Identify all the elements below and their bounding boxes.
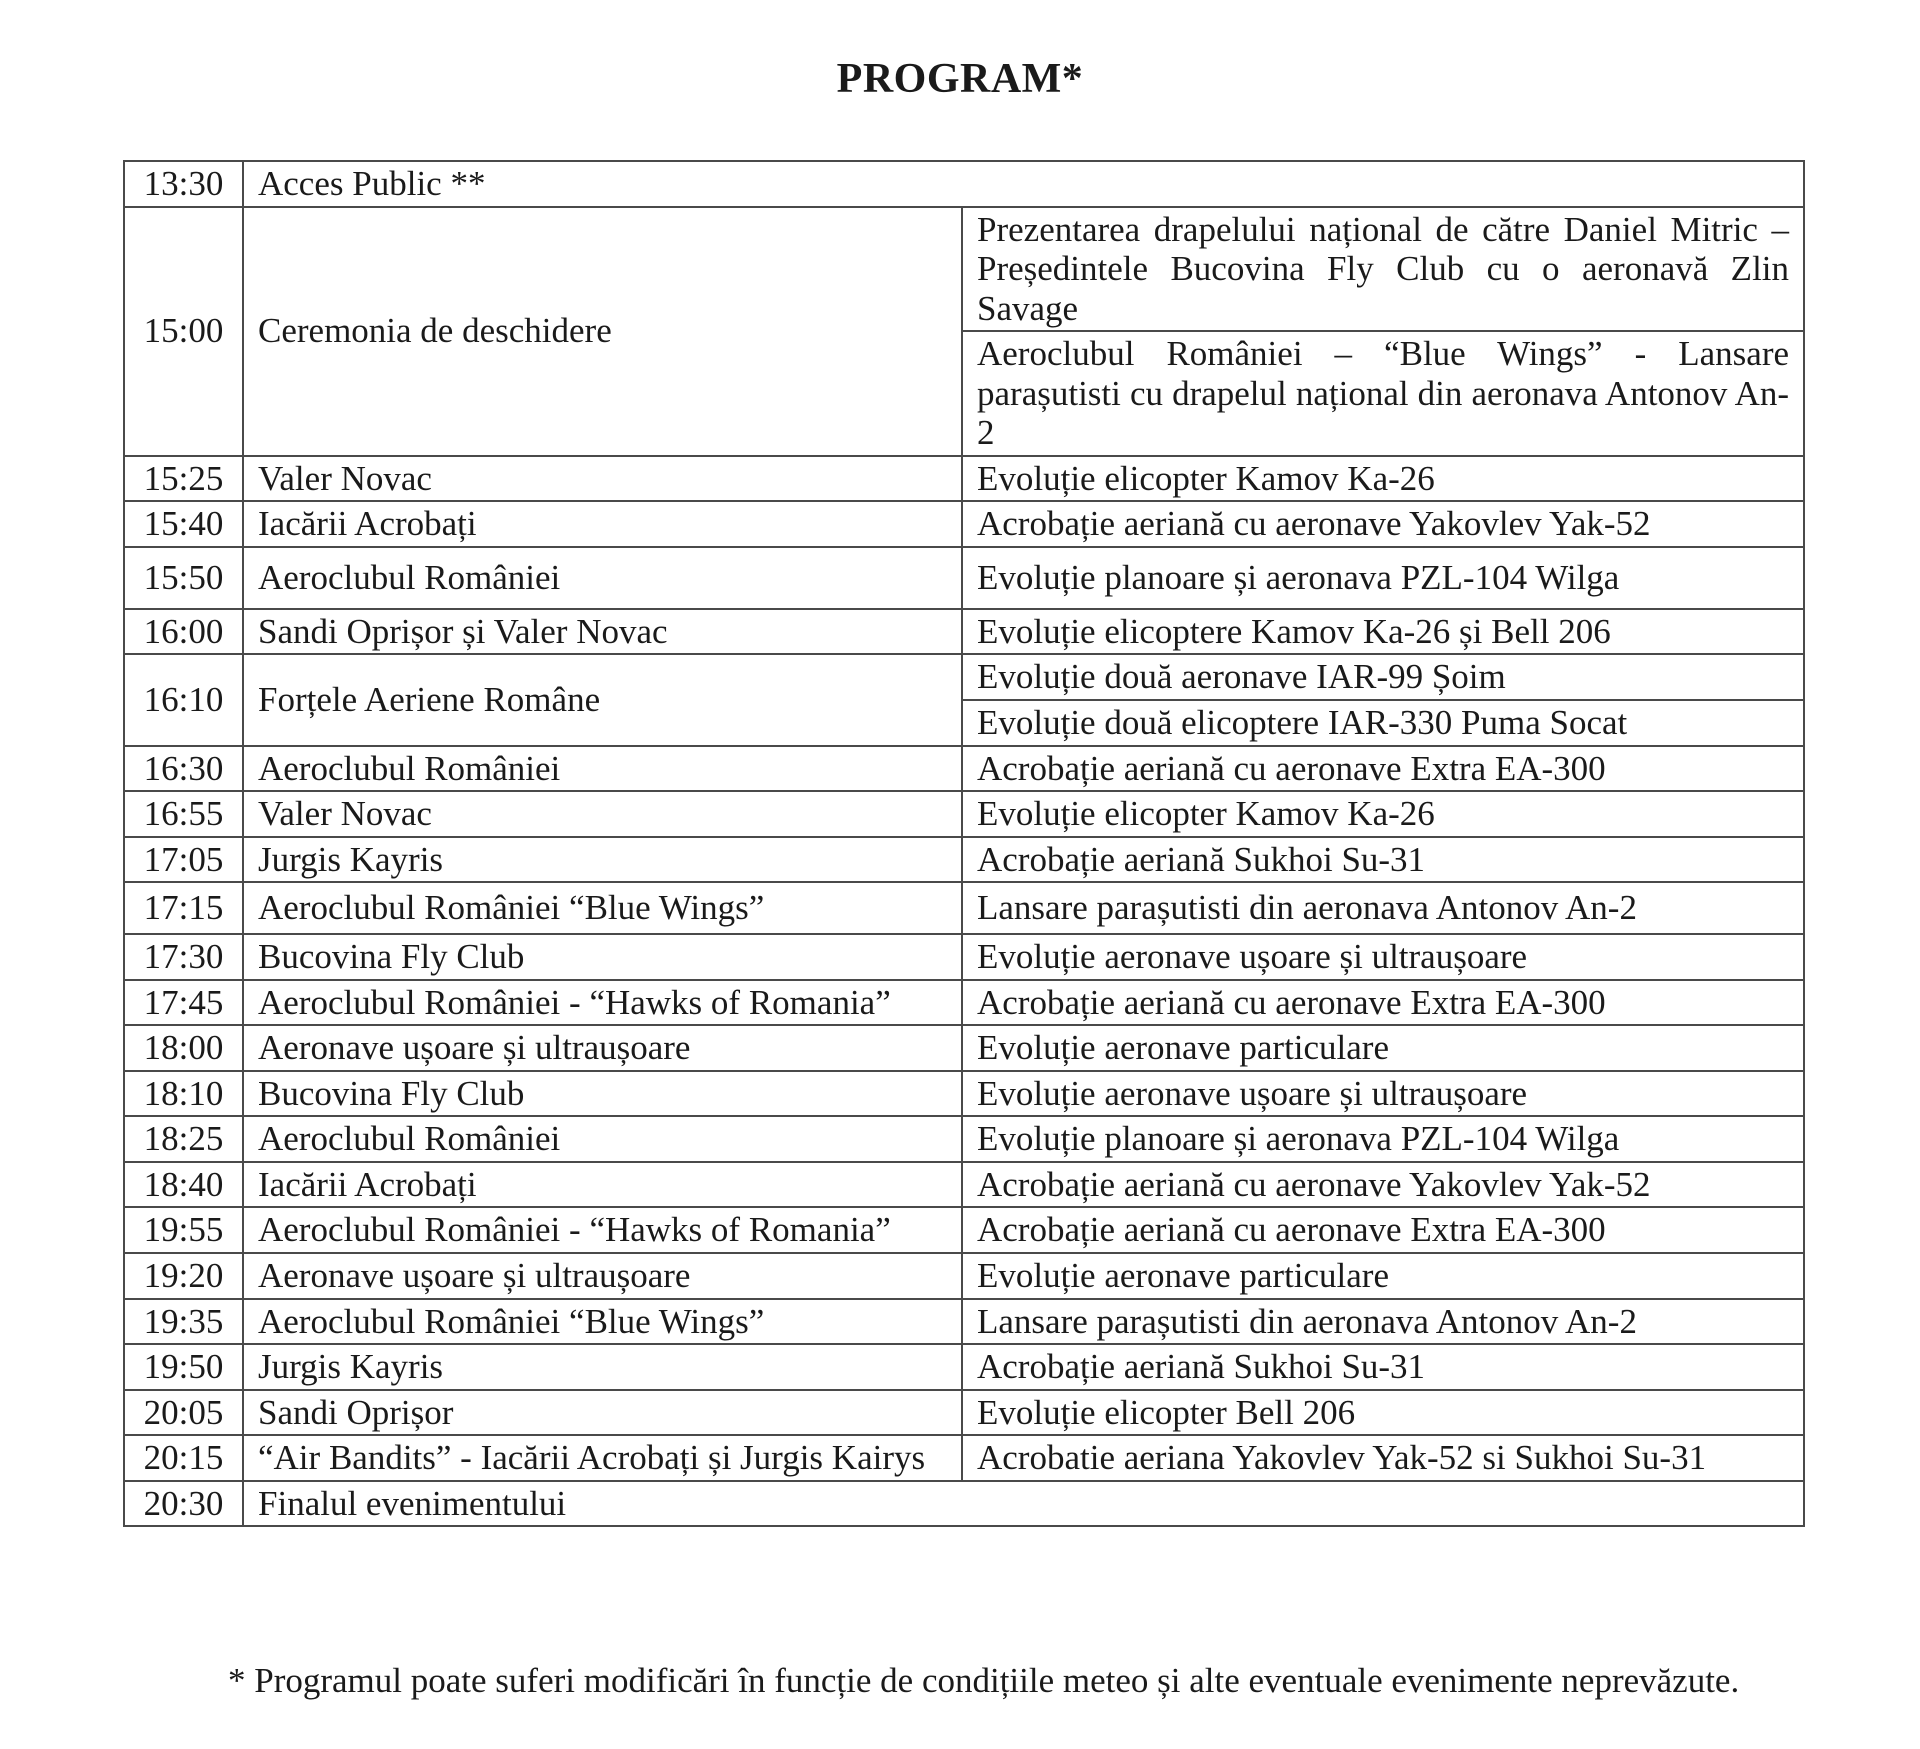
performer-cell: Sandi Oprișor și Valer Novac bbox=[243, 609, 962, 655]
performer-cell: Forțele Aeriene Române bbox=[243, 654, 962, 745]
time-cell: 16:55 bbox=[124, 791, 243, 837]
performer-cell: Bucovina Fly Club bbox=[243, 1071, 962, 1117]
act-cell: Aeroclubul României – “Blue Wings” - Lansare parașutisti cu drapelul național din aeronava Antonov An-2 bbox=[962, 331, 1804, 456]
time-cell: 20:05 bbox=[124, 1390, 243, 1436]
performer-cell: Aeronave ușoare și ultraușoare bbox=[243, 1253, 962, 1299]
performer-cell: Jurgis Kayris bbox=[243, 1344, 962, 1390]
performer-cell: Finalul evenimentului bbox=[243, 1481, 1804, 1527]
time-cell: 20:15 bbox=[124, 1435, 243, 1481]
performer-cell: Iacării Acrobați bbox=[243, 501, 962, 547]
act-cell: Lansare parașutisti din aeronava Antonov An-2 bbox=[962, 882, 1804, 934]
performer-cell: Iacării Acrobați bbox=[243, 1162, 962, 1208]
page-title: PROGRAM* bbox=[836, 56, 1084, 102]
table-row bbox=[124, 934, 1804, 980]
time-cell: 18:40 bbox=[124, 1162, 243, 1208]
act-cell: Evoluție elicoptere Kamov Ka-26 și Bell 206 bbox=[962, 609, 1804, 655]
table-row bbox=[124, 837, 1804, 883]
table-row bbox=[124, 1025, 1804, 1071]
performer-cell: Bucovina Fly Club bbox=[243, 934, 962, 980]
performer-cell: Acces Public ** bbox=[243, 161, 1804, 207]
table-row bbox=[124, 1253, 1804, 1299]
footnote: * Programul poate suferi modificări în funcție de condițiile meteo și alte eventuale evenimente neprevăzute. bbox=[228, 1661, 1740, 1700]
time-cell: 15:00 bbox=[124, 207, 243, 456]
act-cell: Evoluție aeronave particulare bbox=[962, 1025, 1804, 1071]
table-row bbox=[124, 1207, 1804, 1253]
act-cell: Acrobație aeriană cu aeronave Extra EA-300 bbox=[962, 980, 1804, 1026]
act-cell: Acrobație aeriană Sukhoi Su-31 bbox=[962, 837, 1804, 883]
time-cell: 16:00 bbox=[124, 609, 243, 655]
act-cell: Evoluție planoare și aeronava PZL-104 Wilga bbox=[962, 547, 1804, 609]
time-cell: 18:00 bbox=[124, 1025, 243, 1071]
performer-cell: Aeroclubul României “Blue Wings” bbox=[243, 1299, 962, 1345]
act-cell: Acrobație aeriană cu aeronave Yakovlev Yak-52 bbox=[962, 501, 1804, 547]
time-cell: 15:40 bbox=[124, 501, 243, 547]
table-row bbox=[124, 654, 1804, 700]
table-row bbox=[124, 161, 1804, 207]
act-cell: Evoluție planoare și aeronava PZL-104 Wilga bbox=[962, 1116, 1804, 1162]
table-row bbox=[124, 882, 1804, 934]
table-row bbox=[124, 1344, 1804, 1390]
performer-cell: Aeroclubul României “Blue Wings” bbox=[243, 882, 962, 934]
time-cell: 19:55 bbox=[124, 1207, 243, 1253]
table-row bbox=[124, 609, 1804, 655]
act-cell: Acrobație aeriană cu aeronave Yakovlev Yak-52 bbox=[962, 1162, 1804, 1208]
performer-cell: Aeroclubul României - “Hawks of Romania” bbox=[243, 980, 962, 1026]
time-cell: 17:15 bbox=[124, 882, 243, 934]
act-cell: Prezentarea drapelului național de către Daniel Mitric – Președintele Bucovina Fly Club cu o aeronavă Zlin Savage bbox=[962, 207, 1804, 332]
table-row bbox=[124, 1390, 1804, 1436]
performer-cell: Jurgis Kayris bbox=[243, 837, 962, 883]
time-cell: 16:10 bbox=[124, 654, 243, 745]
time-cell: 17:05 bbox=[124, 837, 243, 883]
performer-cell: Aeroclubul României bbox=[243, 746, 962, 792]
performer-cell: Valer Novac bbox=[243, 791, 962, 837]
table-row bbox=[124, 1071, 1804, 1117]
act-cell: Acrobație aeriană Sukhoi Su-31 bbox=[962, 1344, 1804, 1390]
act-cell: Evoluție elicopter Bell 206 bbox=[962, 1390, 1804, 1436]
performer-cell: Aeronave ușoare și ultraușoare bbox=[243, 1025, 962, 1071]
table-row bbox=[124, 1162, 1804, 1208]
time-cell: 19:35 bbox=[124, 1299, 243, 1345]
time-cell: 19:50 bbox=[124, 1344, 243, 1390]
act-cell: Evoluție elicopter Kamov Ka-26 bbox=[962, 791, 1804, 837]
time-cell: 17:30 bbox=[124, 934, 243, 980]
act-cell: Evoluție aeronave particulare bbox=[962, 1253, 1804, 1299]
table-row bbox=[124, 1435, 1804, 1481]
table-row bbox=[124, 1481, 1804, 1527]
time-cell: 18:25 bbox=[124, 1116, 243, 1162]
table-row bbox=[124, 791, 1804, 837]
time-cell: 15:25 bbox=[124, 456, 243, 502]
time-cell: 17:45 bbox=[124, 980, 243, 1026]
performer-cell: “Air Bandits” - Iacării Acrobați și Jurgis Kairys bbox=[243, 1435, 962, 1481]
performer-cell: Aeroclubul României bbox=[243, 1116, 962, 1162]
act-cell: Acrobatie aeriana Yakovlev Yak-52 si Sukhoi Su-31 bbox=[962, 1435, 1804, 1481]
table-row bbox=[124, 207, 1804, 332]
performer-cell: Sandi Oprișor bbox=[243, 1390, 962, 1436]
act-cell: Acrobație aeriană cu aeronave Extra EA-300 bbox=[962, 746, 1804, 792]
act-cell: Evoluție două aeronave IAR-99 Șoim bbox=[962, 654, 1804, 700]
act-cell: Acrobație aeriană cu aeronave Extra EA-300 bbox=[962, 1207, 1804, 1253]
act-cell: Evoluție două elicoptere IAR-330 Puma Socat bbox=[962, 700, 1804, 746]
time-cell: 16:30 bbox=[124, 746, 243, 792]
table-row bbox=[124, 980, 1804, 1026]
table-row bbox=[124, 501, 1804, 547]
performer-cell: Valer Novac bbox=[243, 456, 962, 502]
act-cell: Evoluție aeronave ușoare și ultraușoare bbox=[962, 1071, 1804, 1117]
time-cell: 20:30 bbox=[124, 1481, 243, 1527]
performer-cell: Aeroclubul României - “Hawks of Romania” bbox=[243, 1207, 962, 1253]
act-cell: Evoluție elicopter Kamov Ka-26 bbox=[962, 456, 1804, 502]
table-row bbox=[124, 456, 1804, 502]
program-table bbox=[123, 160, 1805, 1527]
performer-cell: Ceremonia de deschidere bbox=[243, 207, 962, 456]
time-cell: 18:10 bbox=[124, 1071, 243, 1117]
performer-cell: Aeroclubul României bbox=[243, 547, 962, 609]
table-row bbox=[124, 1299, 1804, 1345]
table-row bbox=[124, 547, 1804, 609]
time-cell: 15:50 bbox=[124, 547, 243, 609]
time-cell: 13:30 bbox=[124, 161, 243, 207]
time-cell: 19:20 bbox=[124, 1253, 243, 1299]
table-row bbox=[124, 746, 1804, 792]
table-row bbox=[124, 1116, 1804, 1162]
act-cell: Evoluție aeronave ușoare și ultraușoare bbox=[962, 934, 1804, 980]
act-cell: Lansare parașutisti din aeronava Antonov An-2 bbox=[962, 1299, 1804, 1345]
